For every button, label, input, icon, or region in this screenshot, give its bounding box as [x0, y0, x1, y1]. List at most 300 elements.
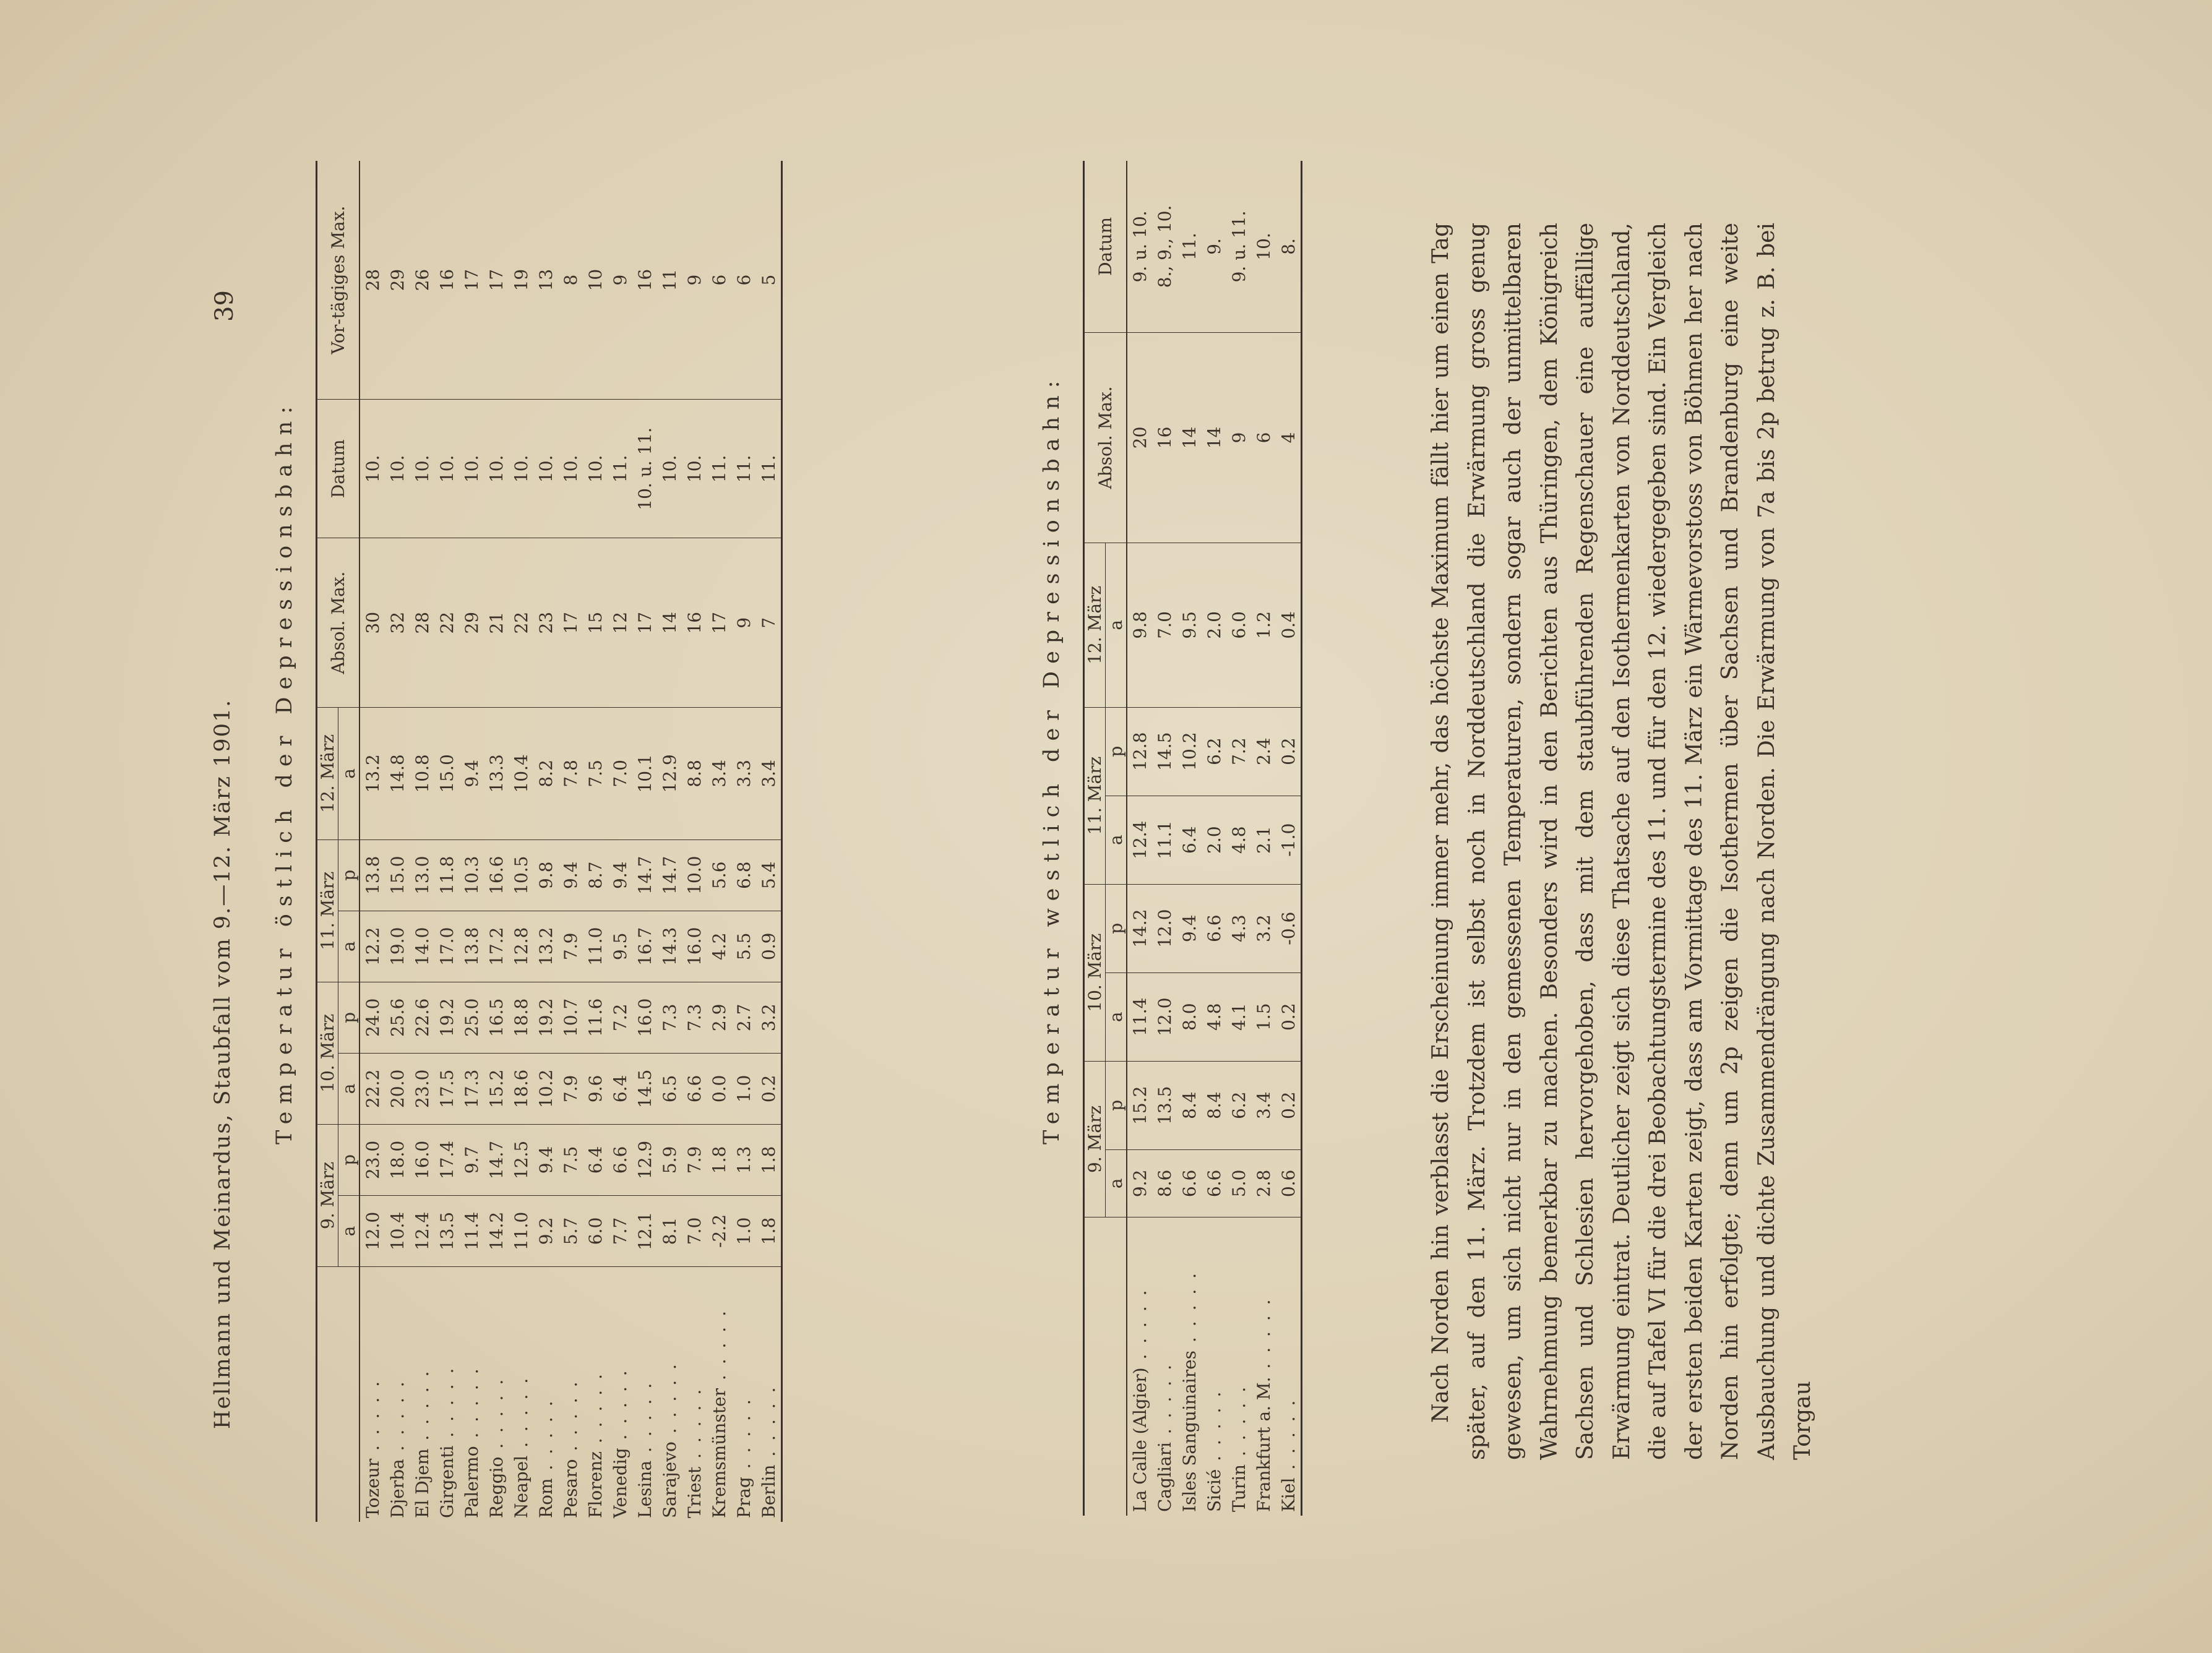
- cell-absmax: 23: [533, 538, 558, 708]
- cell-absmax: 12: [608, 538, 632, 708]
- cell-d11a: 6.4: [1177, 796, 1202, 884]
- cell-d10a: 0.0: [707, 1053, 731, 1124]
- table-row: [434, 161, 459, 1522]
- cell-d9p: 1.8: [707, 1124, 731, 1195]
- table-row: [1202, 161, 1226, 1516]
- station-name: Venedig . . .: [608, 1267, 632, 1522]
- cell-vort: 19: [509, 161, 533, 400]
- col-p: p: [1106, 1061, 1127, 1149]
- cell-d10a: 4.1: [1226, 972, 1251, 1061]
- col-10-maerz: 10. März: [1084, 884, 1106, 1061]
- cell-d12a: 8.2: [533, 708, 558, 840]
- cell-d9a: 7.0: [682, 1195, 707, 1266]
- cell-d9p: 12.5: [509, 1124, 533, 1195]
- cell-d12a: 8.8: [682, 708, 707, 840]
- cell-d11p: 8.7: [583, 839, 608, 911]
- cell-d10a: 17.5: [434, 1053, 459, 1124]
- cell-d9p: 16.0: [410, 1124, 434, 1195]
- cell-d9a: 13.5: [434, 1195, 459, 1266]
- cell-d10a: 4.8: [1202, 972, 1226, 1061]
- cell-d11p: 9.4: [608, 839, 632, 911]
- cell-d11a: 19.0: [385, 911, 410, 982]
- cell-d11p: 10.0: [682, 839, 707, 911]
- table-row: [632, 161, 657, 1522]
- cell-absmax: 21: [484, 538, 509, 708]
- cell-absmax: 4: [1276, 332, 1302, 543]
- cell-d10a: 10.2: [533, 1053, 558, 1124]
- cell-d10p: 11.6: [583, 982, 608, 1053]
- cell-d10p: 24.0: [359, 982, 385, 1053]
- cell-d12a: 13.2: [359, 708, 385, 840]
- col-a: a: [1106, 1149, 1127, 1217]
- cell-d9a: 6.0: [583, 1195, 608, 1266]
- cell-absmax: 14: [1202, 332, 1226, 543]
- station-name: Prag . . .: [731, 1267, 756, 1522]
- cell-d9a: 0.6: [1276, 1149, 1302, 1217]
- running-head: Hellmann und Meinardus, Staubfall vom 9.—12. März 1901.: [210, 698, 235, 1429]
- cell-d11a: 11.1: [1152, 796, 1177, 884]
- station-name: Kiel . . .: [1276, 1217, 1302, 1516]
- cell-absmax: 7: [756, 538, 782, 708]
- cell-datum: 9. u. 11.: [1226, 161, 1251, 332]
- col-p: p: [1106, 884, 1127, 972]
- col-datum: Datum: [1084, 161, 1127, 332]
- cell-d10a: 6.5: [657, 1053, 682, 1124]
- cell-d10a: 12.0: [1152, 972, 1177, 1061]
- cell-d11a: 13.2: [533, 911, 558, 982]
- cell-datum: 10.: [682, 400, 707, 538]
- cell-datum: 10.: [459, 400, 484, 538]
- cell-absmax: 16: [682, 538, 707, 708]
- cell-d11p: 7.2: [1226, 707, 1251, 796]
- cell-d12a: 14.8: [385, 708, 410, 840]
- cell-d10p: 19.2: [434, 982, 459, 1053]
- cell-d11a: 16.0: [682, 911, 707, 982]
- cell-datum: 10.: [583, 400, 608, 538]
- cell-d10p: 16.5: [484, 982, 509, 1053]
- cell-d11a: 5.5: [731, 911, 756, 982]
- cell-d9p: 13.5: [1152, 1061, 1177, 1149]
- cell-datum: 11.: [1177, 161, 1202, 332]
- cell-datum: 11.: [756, 400, 782, 538]
- table-row: [533, 161, 558, 1522]
- table-row: [608, 161, 632, 1522]
- cell-d10p: 18.8: [509, 982, 533, 1053]
- cell-d11p: 14.7: [657, 839, 682, 911]
- cell-d9p: 7.9: [682, 1124, 707, 1195]
- cell-d9p: 15.2: [1127, 1061, 1152, 1149]
- cell-d10a: 22.2: [359, 1053, 385, 1124]
- cell-datum: 10.: [1251, 161, 1276, 332]
- cell-d11a: 12.4: [1127, 796, 1152, 884]
- cell-d10p: 2.9: [707, 982, 731, 1053]
- cell-d12a: 6.0: [1226, 543, 1251, 707]
- cell-vort: 16: [434, 161, 459, 400]
- cell-absmax: 28: [410, 538, 434, 708]
- west-table-caption: Temperatur westlich der Depressionsbahn:: [1039, 373, 1064, 1144]
- col-absol-max: Absol. Max.: [317, 538, 360, 708]
- cell-d10a: 6.6: [682, 1053, 707, 1124]
- cell-d10p: 16.0: [632, 982, 657, 1053]
- cell-vort: 13: [533, 161, 558, 400]
- cell-d12a: 9.4: [459, 708, 484, 840]
- cell-d11p: 0.2: [1276, 707, 1302, 796]
- cell-d11p: 13.8: [359, 839, 385, 911]
- cell-d12a: 3.4: [756, 708, 782, 840]
- cell-d10p: 12.0: [1152, 884, 1177, 972]
- station-name: Palermo . . .: [459, 1267, 484, 1522]
- cell-d10p: 22.6: [410, 982, 434, 1053]
- cell-d11p: 11.8: [434, 839, 459, 911]
- station-name: Turin . . .: [1226, 1217, 1251, 1516]
- cell-d10p: 2.7: [731, 982, 756, 1053]
- table-row: [1226, 161, 1251, 1516]
- station-name: Neapel . . .: [509, 1267, 533, 1522]
- cell-d11a: 12.2: [359, 911, 385, 982]
- cell-d11p: 14.7: [632, 839, 657, 911]
- cell-d9a: 9.2: [1127, 1149, 1152, 1217]
- cell-datum: 9.: [1202, 161, 1226, 332]
- cell-d11p: 12.8: [1127, 707, 1152, 796]
- cell-d11a: 0.9: [756, 911, 782, 982]
- cell-d9a: 11.4: [459, 1195, 484, 1266]
- cell-datum: 10.: [509, 400, 533, 538]
- table-row: [682, 161, 707, 1522]
- cell-d12a: 10.4: [509, 708, 533, 840]
- station-name: Sicié . . .: [1202, 1217, 1226, 1516]
- cell-d10a: 15.2: [484, 1053, 509, 1124]
- cell-d10a: 1.5: [1251, 972, 1276, 1061]
- cell-d11p: 5.4: [756, 839, 782, 911]
- table-row: [583, 161, 608, 1522]
- cell-vort: 17: [484, 161, 509, 400]
- cell-vort: 29: [385, 161, 410, 400]
- cell-d11a: 17.2: [484, 911, 509, 982]
- cell-datum: 11.: [608, 400, 632, 538]
- cell-d9p: 9.4: [533, 1124, 558, 1195]
- cell-d9a: 8.1: [657, 1195, 682, 1266]
- cell-d10a: 11.4: [1127, 972, 1152, 1061]
- cell-d9a: 5.0: [1226, 1149, 1251, 1217]
- cell-absmax: 20: [1127, 332, 1152, 543]
- cell-datum: 8., 9., 10.: [1152, 161, 1177, 332]
- cell-d10a: 23.0: [410, 1053, 434, 1124]
- cell-d11p: 14.5: [1152, 707, 1177, 796]
- table-row: [657, 161, 682, 1522]
- cell-datum: 10.: [657, 400, 682, 538]
- col-9-maerz: 9. März: [1084, 1061, 1106, 1217]
- east-temperature-table: [316, 161, 783, 1522]
- cell-d9p: 6.6: [608, 1124, 632, 1195]
- cell-vort: 28: [359, 161, 385, 400]
- table-row: [459, 161, 484, 1522]
- page-number: 39: [210, 290, 239, 322]
- cell-d9p: 12.9: [632, 1124, 657, 1195]
- west-temperature-table: [1083, 161, 1302, 1516]
- cell-d10p: 25.0: [459, 982, 484, 1053]
- cell-d11p: 13.0: [410, 839, 434, 911]
- station-name: Pesaro . . .: [558, 1267, 583, 1522]
- col-a: a: [1106, 796, 1127, 884]
- cell-d9p: 6.4: [583, 1124, 608, 1195]
- col-11-maerz: 11. März: [1084, 707, 1106, 884]
- col-datum: Datum: [317, 400, 360, 538]
- body-text: [1423, 223, 1822, 1460]
- cell-d12a: 7.0: [1152, 543, 1177, 707]
- station-name: Tozeur . . .: [359, 1267, 385, 1522]
- cell-d10a: 18.6: [509, 1053, 533, 1124]
- cell-d12a: 1.2: [1251, 543, 1276, 707]
- cell-absmax: 22: [434, 538, 459, 708]
- cell-absmax: 9: [1226, 332, 1251, 543]
- cell-d10a: 0.2: [1276, 972, 1302, 1061]
- cell-absmax: 6: [1251, 332, 1276, 543]
- cell-d9a: 6.6: [1177, 1149, 1202, 1217]
- col-p: p: [1106, 707, 1127, 796]
- cell-absmax: 9: [731, 538, 756, 708]
- cell-d11a: 17.0: [434, 911, 459, 982]
- cell-d9a: 8.6: [1152, 1149, 1177, 1217]
- table-row: [410, 161, 434, 1522]
- cell-d12a: 15.0: [434, 708, 459, 840]
- cell-datum: 10. u. 11.: [632, 400, 657, 538]
- cell-vort: 6: [707, 161, 731, 400]
- station-name: La Calle (Algier) . . .: [1127, 1217, 1152, 1516]
- cell-d9p: 1.8: [756, 1124, 782, 1195]
- cell-d11a: 14.3: [657, 911, 682, 982]
- col-12-maerz: 12. März: [1084, 543, 1106, 707]
- cell-d11p: 16.6: [484, 839, 509, 911]
- cell-d11a: 14.0: [410, 911, 434, 982]
- cell-d9a: 1.0: [731, 1195, 756, 1266]
- cell-d11p: 10.3: [459, 839, 484, 911]
- cell-d12a: 0.4: [1276, 543, 1302, 707]
- station-name: Lesina . . .: [632, 1267, 657, 1522]
- cell-datum: 10.: [385, 400, 410, 538]
- cell-d10p: 10.7: [558, 982, 583, 1053]
- cell-d10a: 9.6: [583, 1053, 608, 1124]
- col-absol-max: Absol. Max.: [1084, 332, 1127, 543]
- cell-d12a: 7.5: [583, 708, 608, 840]
- cell-d12a: 10.8: [410, 708, 434, 840]
- cell-datum: 10.: [558, 400, 583, 538]
- cell-d10p: 3.2: [756, 982, 782, 1053]
- cell-d9p: 3.4: [1251, 1061, 1276, 1149]
- cell-d9p: 8.4: [1177, 1061, 1202, 1149]
- cell-d10p: 3.2: [1251, 884, 1276, 972]
- cell-vort: 5: [756, 161, 782, 400]
- cell-d11p: 15.0: [385, 839, 410, 911]
- cell-d10a: 14.5: [632, 1053, 657, 1124]
- col-p: p: [338, 839, 360, 911]
- east-table-caption: Temperatur östlich der Depressionsbahn:: [272, 399, 297, 1144]
- cell-vort: 9: [608, 161, 632, 400]
- station-name: Berlin . . .: [756, 1267, 782, 1522]
- col-11-maerz: 11. März: [317, 839, 338, 982]
- cell-d9p: 18.0: [385, 1124, 410, 1195]
- cell-d10a: 1.0: [731, 1053, 756, 1124]
- cell-vort: 16: [632, 161, 657, 400]
- cell-d12a: 12.9: [657, 708, 682, 840]
- cell-datum: 9. u. 10.: [1127, 161, 1152, 332]
- cell-d11p: 6.2: [1202, 707, 1226, 796]
- cell-d10a: 8.0: [1177, 972, 1202, 1061]
- col-a: a: [338, 1053, 360, 1124]
- col-a: a: [338, 911, 360, 982]
- table-row: [1152, 161, 1177, 1516]
- cell-d11p: 2.4: [1251, 707, 1276, 796]
- station-name: Triest . . .: [682, 1267, 707, 1522]
- cell-vort: 8: [558, 161, 583, 400]
- cell-datum: 10.: [533, 400, 558, 538]
- cell-d9p: 17.4: [434, 1124, 459, 1195]
- cell-vort: 11: [657, 161, 682, 400]
- cell-d9a: 7.7: [608, 1195, 632, 1266]
- cell-d11a: 4.2: [707, 911, 731, 982]
- cell-d10a: 0.2: [756, 1053, 782, 1124]
- station-name: Girgenti . . .: [434, 1267, 459, 1522]
- cell-d9p: 7.5: [558, 1124, 583, 1195]
- cell-d10p: -0.6: [1276, 884, 1302, 972]
- col-9-maerz: 9. März: [317, 1124, 338, 1266]
- cell-d9a: 14.2: [484, 1195, 509, 1266]
- cell-d11a: 9.5: [608, 911, 632, 982]
- cell-datum: 10.: [484, 400, 509, 538]
- cell-d11a: 2.0: [1202, 796, 1226, 884]
- cell-d11p: 9.8: [533, 839, 558, 911]
- cell-absmax: 29: [459, 538, 484, 708]
- station-name: El Djem . . .: [410, 1267, 434, 1522]
- cell-d9a: 1.8: [756, 1195, 782, 1266]
- cell-d11a: 7.9: [558, 911, 583, 982]
- cell-d12a: 10.1: [632, 708, 657, 840]
- cell-datum: 11.: [707, 400, 731, 538]
- cell-datum: 10.: [434, 400, 459, 538]
- col-a: a: [338, 1195, 360, 1266]
- cell-absmax: 17: [558, 538, 583, 708]
- cell-d9p: 14.7: [484, 1124, 509, 1195]
- cell-d12a: 2.0: [1202, 543, 1226, 707]
- cell-d11a: 11.0: [583, 911, 608, 982]
- table-row: [756, 161, 782, 1522]
- cell-d9a: 12.4: [410, 1195, 434, 1266]
- cell-d11p: 10.2: [1177, 707, 1202, 796]
- cell-d12a: 3.4: [707, 708, 731, 840]
- cell-d9a: 12.0: [359, 1195, 385, 1266]
- cell-absmax: 32: [385, 538, 410, 708]
- cell-d10a: 20.0: [385, 1053, 410, 1124]
- col-p: p: [338, 982, 360, 1053]
- cell-d9a: 9.2: [533, 1195, 558, 1266]
- cell-d11a: 2.1: [1251, 796, 1276, 884]
- table-row: [1127, 161, 1152, 1516]
- col-a: a: [1106, 972, 1127, 1061]
- cell-d11p: 10.5: [509, 839, 533, 911]
- cell-datum: 11.: [731, 400, 756, 538]
- cell-vort: 10: [583, 161, 608, 400]
- cell-d11a: -1.0: [1276, 796, 1302, 884]
- cell-absmax: 30: [359, 538, 385, 708]
- cell-d10p: 19.2: [533, 982, 558, 1053]
- cell-d9p: 8.4: [1202, 1061, 1226, 1149]
- cell-d12a: 7.0: [608, 708, 632, 840]
- cell-d9a: 11.0: [509, 1195, 533, 1266]
- cell-d9p: 23.0: [359, 1124, 385, 1195]
- cell-d10a: 6.4: [608, 1053, 632, 1124]
- cell-d9p: 5.9: [657, 1124, 682, 1195]
- station-name: Kremsmünster . . .: [707, 1267, 731, 1522]
- cell-absmax: 17: [632, 538, 657, 708]
- station-name: Reggio . . .: [484, 1267, 509, 1522]
- cell-d9p: 6.2: [1226, 1061, 1251, 1149]
- cell-d10p: 14.2: [1127, 884, 1152, 972]
- cell-d10a: 7.9: [558, 1053, 583, 1124]
- col-p: p: [338, 1124, 360, 1195]
- cell-datum: 8.: [1276, 161, 1302, 332]
- station-col-header: [1084, 1217, 1127, 1516]
- body-paragraph: Nach Norden hin verblasst die Erscheinung immer mehr, das höchste Maximum fällt hier um einen Tag später, auf den 11. März. Trotzdem ist selbst noch in Norddeutschland die Erwärmung gross genug gewesen, um sich nicht nur in den gemessenen Temperaturen, sondern sogar auch der unmittelbaren Wahrnehmung bemerkbar zu machen. Besonders wird in den Berichten aus Thüringen, dem Königreich Sachsen und Schlesien hervorgehoben, dass mit dem staubführenden Regenschauer eine auffällige Erwärmung eintrat. Deutlicher zeigt sich diese Thatsache auf den Isothermenkarten von Norddeutschland, die auf Tafel VI für die drei Beobachtungstermine des 11. und für den 12. wiedergegeben sind. Ein Vergleich der ersten beiden Karten zeigt, dass am Vormittage des 11. März ein Wärmevorstoss von Böhmen her nach Norden hin erfolgte; denn um 2p zeigen die Isothermen über Sachsen und Brandenburg eine weite Ausbauchung und dichte Zusammendrängung nach Norden. Die Erwärmung von 7a bis 2p betrug z. B. bei Torgau: [1428, 223, 1815, 1460]
- cell-d10p: 7.3: [657, 982, 682, 1053]
- cell-d10p: 4.3: [1226, 884, 1251, 972]
- cell-datum: 10.: [359, 400, 385, 538]
- cell-absmax: 16: [1152, 332, 1177, 543]
- cell-d12a: 7.8: [558, 708, 583, 840]
- cell-d9a: 5.7: [558, 1195, 583, 1266]
- cell-d11a: 4.8: [1226, 796, 1251, 884]
- cell-vort: 17: [459, 161, 484, 400]
- cell-vort: 6: [731, 161, 756, 400]
- cell-absmax: 14: [657, 538, 682, 708]
- cell-absmax: 17: [707, 538, 731, 708]
- cell-d9a: 6.6: [1202, 1149, 1226, 1217]
- cell-d11p: 6.8: [731, 839, 756, 911]
- cell-d10p: 6.6: [1202, 884, 1226, 972]
- station-name: Rom . . .: [533, 1267, 558, 1522]
- cell-d9p: 0.2: [1276, 1061, 1302, 1149]
- cell-absmax: 14: [1177, 332, 1202, 543]
- cell-d10a: 17.3: [459, 1053, 484, 1124]
- cell-d10p: 7.3: [682, 982, 707, 1053]
- cell-datum: 10.: [410, 400, 434, 538]
- rotated-page-content: [0, 87, 2104, 1608]
- table-row: [707, 161, 731, 1522]
- station-name: Florenz . . .: [583, 1267, 608, 1522]
- cell-absmax: 22: [509, 538, 533, 708]
- table-row: [484, 161, 509, 1522]
- cell-absmax: 15: [583, 538, 608, 708]
- station-name: Isles Sanguinaires . . .: [1177, 1217, 1202, 1516]
- table-row: [359, 161, 385, 1522]
- cell-d9p: 1.3: [731, 1124, 756, 1195]
- station-col-header: [317, 1267, 360, 1522]
- cell-vort: 26: [410, 161, 434, 400]
- cell-d12a: 9.5: [1177, 543, 1202, 707]
- table-row: [1276, 161, 1302, 1516]
- station-name: Frankfurt a. M. . . .: [1251, 1217, 1276, 1516]
- cell-d9a: 12.1: [632, 1195, 657, 1266]
- station-name: Djerba . . .: [385, 1267, 410, 1522]
- table-row: [385, 161, 410, 1522]
- cell-d10p: 25.6: [385, 982, 410, 1053]
- cell-d10p: 9.4: [1177, 884, 1202, 972]
- cell-vort: 9: [682, 161, 707, 400]
- cell-d11a: 13.8: [459, 911, 484, 982]
- cell-d11a: 16.7: [632, 911, 657, 982]
- station-name: Sarajevo . . .: [657, 1267, 682, 1522]
- table-row: [1251, 161, 1276, 1516]
- cell-d12a: 9.8: [1127, 543, 1152, 707]
- table-row: [509, 161, 533, 1522]
